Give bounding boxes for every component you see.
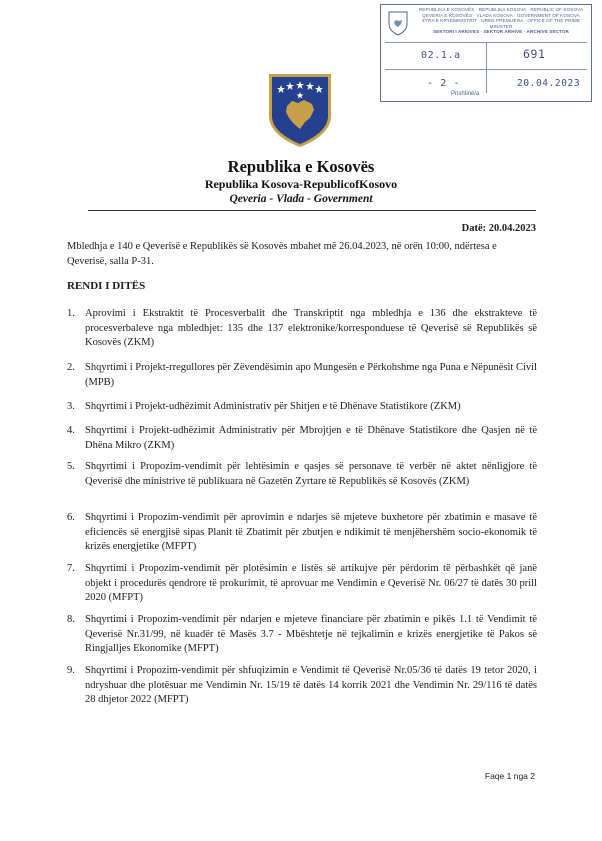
agenda-item-text: Shqyrtimi i Propozim-vendimit për plotësimin e listës së artikujve për përdorim të përbashkët që janë objekt i procedurës qendrore të prokurimit, të aprovuar me Vendimin e Qeverisë Nr. 06/27 të datës 30 prill 2020 (MFPT) [85,563,537,604]
stamp-header-line: SEKTORI I ARKIVES · SEKTOR ARHIVE · ARCHIVE SECTOR [433,29,569,35]
agenda-item-text: Shqyrtimi i Propozim-vendimit për shfuqizimin e Vendimit të Qeverisë Nr.05/36 të datës 19 tetor 2020, i ndryshuar dhe plotësuar me Vendimin Nr. 15/19 të datës 14 korrik 2021 dhe Vendimin Nr. 29/116 të datës 28 dhjetor 2022 (MFPT) [85,665,537,706]
meeting-intro: Mbledhja e 140 e Qeverisë e Republikës së Kosovës mbahet më 26.04.2023, në orën 10:00, ndërtesa e Qeverisë, salla P-31. [67,241,497,267]
agenda-heading: RENDI I DITËS [67,280,146,292]
agenda-item-number: 2. [67,362,75,373]
document-date: Datë: 20.04.2023 [461,223,536,234]
agenda-item-text: Shqyrtimi i Projekt-udhëzimit Administrativ për Shitjen e të Dhënave Statistikore (ZKM) [85,401,461,412]
coat-of-arms-icon [267,72,333,148]
stamp-number: 691 [523,47,546,61]
agenda-item-number: 1. [67,308,75,319]
stamp-emblem-icon [387,10,409,36]
stamp-date: 20.04.2023 [517,78,581,89]
stamp-org-unit: 02.1.a [421,50,461,61]
stamp-divider [486,43,487,93]
country-alt-title: Republika Kosova-RepublicofKosovo [204,177,398,191]
agenda-item-number: 4. [67,425,75,436]
stamp-city: Prishtinë/a [451,91,480,97]
stamp-header-line: REPUBLIKA E KOSOVËS · REPUBLIKA KOSOVA · REPUBLIC OF KOSOVA [418,7,584,12]
stamp-header-line: QEVERIA E KOSOVËS · VLADA KOSOVA · GOVERNMENT OF KOSOVA [422,12,580,18]
agenda-item-text: Shqyrtimi i Propozim-vendimit për ndarjen e mjeteve financiare për zbatimin e pikës 1.1 të Vendimit të Qeverisë Nr.31/99, në kuadër të Masës 3.7 - Mbështetje në tejkalimin e krizës energjetike të Pakos së Ringjalljes Ekonomike (MFPT) [85,614,537,655]
stamp-attachments: - 2 - [427,78,461,89]
stamp-header-line: ZYRA E KRYEMINISTRIT · URED PREMIJERA · OFFICE OF THE PRIME MINISTER [421,18,581,29]
agenda-item-text: Shqyrtimi i Projekt-udhëzimit Administrativ për Mbrojtjen e të Dhënave Statistikore dhe Qasjen në të Dhëna Mikro (ZKM) [85,425,537,451]
agenda-item-text: Aprovimi i Ekstraktit të Procesverbalit dhe Transkriptit nga mbledhja e 136 dhe ekstrakteve të procesverbaleve nga mbledhjet: 135 dhe 137 elektronike/korresponduese të Qeverisë së Republikës së Kosovës (ZKM) [85,308,537,349]
government-title: Qeveria - Vlada - Government [229,193,373,205]
agenda-item-number: 3. [67,401,75,412]
country-title: Republika e Kosovës [227,157,375,176]
agenda-item-number: 8. [67,614,75,625]
agenda-item-text: Shqyrtimi i Propozim-vendimit për aprovimin e ndarjes së mjeteve buxhetore për zbatimin e masave të eficiencës së energjisë sipas Planit të Zbatimit për zbutjen e ndikimit të menjëhershëm socio-ekonomik të krizës energjetike (MFPT) [85,512,537,553]
archive-stamp [380,4,592,102]
agenda-item-text: Shqyrtimi i Projekt-rregullores për Zëvendësimin apo Mungesën e Përkohshme nga Puna e Nëpunësit Civil (MPB) [85,362,537,388]
agenda-item-number: 7. [67,563,75,574]
agenda-item-number: 9. [67,665,75,676]
page-number: Faqe 1 nga 2 [484,771,535,781]
agenda-item-number: 6. [67,512,75,523]
agenda-item-text: Shqyrtimi i Propozim-vendimit për lehtësimin e qasjes së personave të verbër në aktet nënligjore të Qeverisë dhe ministrive të publikuara në Gazetën Zyrtare të Republikës së Kosovës (ZKM) [85,461,537,487]
header-rule [88,210,536,211]
stamp-header [413,7,589,35]
agenda-item-number: 5. [67,461,75,472]
